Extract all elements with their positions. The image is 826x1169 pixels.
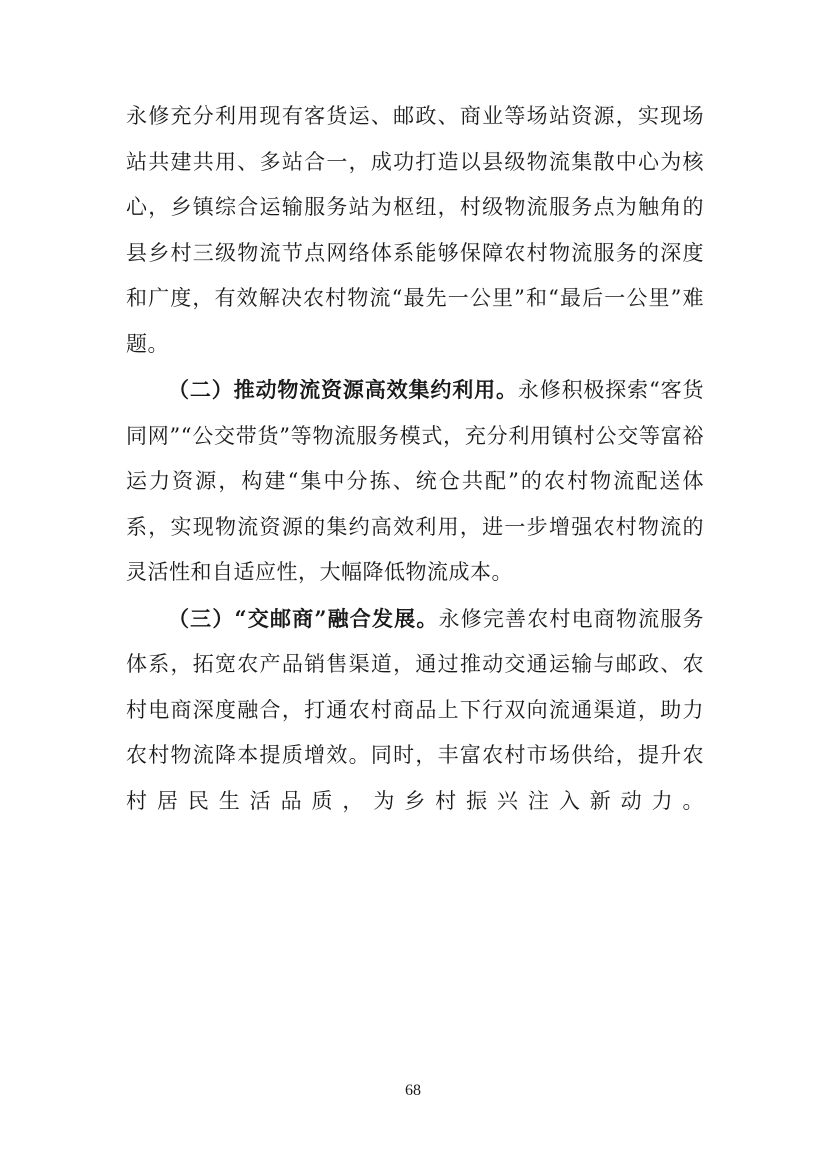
paragraph-1 <box>126 94 704 367</box>
paragraph-3 <box>126 596 704 825</box>
paragraph-2 <box>126 367 704 596</box>
paragraph-3-text: 永修完善农村电商物流服务体系，拓宽农产品销售渠道，通过推动交通运输与邮政、农村电商深度融合，打通农村商品上下行双向流通渠道，助力农村物流降本提质增效。同时，丰富农村市场供给，提升农村居民生活品质，为乡村振兴注入新动力。 <box>126 606 704 813</box>
paragraph-3-heading: （三）“交邮商”融合发展。 <box>168 605 439 631</box>
page-number: 68 <box>405 1082 421 1099</box>
paragraph-2-heading: （二）推动物流资源高效集约利用。 <box>168 377 518 402</box>
paragraph-2-text: 永修积极探索“客货同网”“公交带货”等物流服务模式，充分利用镇村公交等富裕运力资源，构建“集中分拣、统仓共配”的农村物流配送体系，实现物流资源的集约高效利用，进一步增强农村物流的灵活性和自适应性，大幅降低物流成本。 <box>126 378 704 584</box>
paragraph-1-text: 永修充分利用现有客货运、邮政、商业等场站资源，实现场站共建共用、多站合一，成功打造以县级物流集散中心为核心，乡镇综合运输服务站为枢纽，村级物流服务点为触角的县乡村三级物流节点网络体系能够保障农村物流服务的深度和广度，有效解决农村物流“最先一公里”和“最后一公里”难题。 <box>126 104 704 356</box>
document-body <box>126 94 704 824</box>
